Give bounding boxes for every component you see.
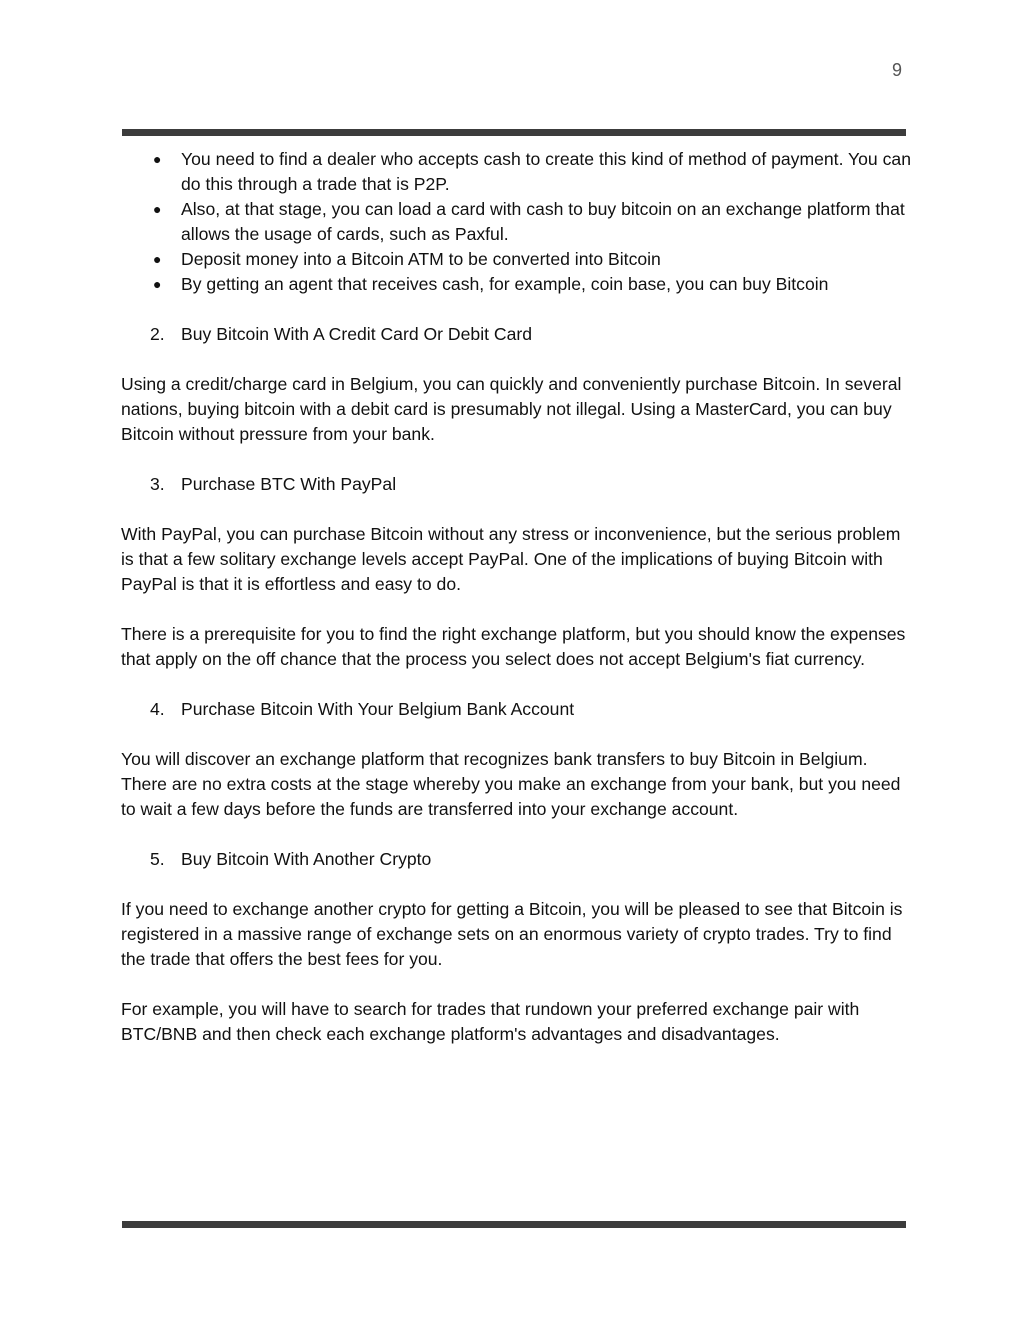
section-heading-text: Purchase BTC With PayPal <box>181 474 397 494</box>
list-item <box>121 147 911 197</box>
section-heading-another-crypto <box>121 847 911 872</box>
paragraph: Using a credit/charge card in Belgium, you can quickly and conveniently purchase Bitcoin. In several nations, buying bitcoin with a debit card is presumably not illegal. Using a MasterCard, you can buy Bitcoin without pressure from your bank. <box>121 374 902 444</box>
section-heading-text: Buy Bitcoin With A Credit Card Or Debit Card <box>181 324 533 344</box>
header-divider <box>122 129 906 136</box>
list-item <box>121 247 911 272</box>
section-heading-credit-card <box>121 322 911 347</box>
section-heading-bank-account <box>121 697 911 722</box>
section-heading-text: Buy Bitcoin With Another Crypto <box>181 849 432 869</box>
page-number: 9 <box>891 60 902 80</box>
bullet-icon: ● <box>153 251 162 267</box>
paragraph: With PayPal, you can purchase Bitcoin without any stress or inconvenience, but the serious problem is that a few solitary exchange levels accept PayPal. One of the implications of buying Bitcoin with PayPal is that it is effortless and easy to do. <box>121 524 901 594</box>
paragraph: There is a prerequisite for you to find the right exchange platform, but you should know the expenses that apply on the off chance that the process you select does not accept Belgium's fiat currency. <box>121 624 906 669</box>
paragraph: If you need to exchange another crypto for getting a Bitcoin, you will be pleased to see that Bitcoin is registered in a massive range of exchange sets on an enormous variety of crypto trades. Try to find the trade that offers the best fees for you. <box>121 899 903 969</box>
bullet-text: Deposit money into a Bitcoin ATM to be converted into Bitcoin <box>181 249 661 269</box>
bullet-icon: ● <box>153 276 162 292</box>
list-item <box>121 272 911 297</box>
bullet-icon: ● <box>153 151 162 167</box>
section-heading-paypal <box>121 472 911 497</box>
bullet-list <box>121 147 911 297</box>
section-number: 3. <box>150 474 165 494</box>
bullet-icon: ● <box>153 201 162 217</box>
section-number: 5. <box>150 849 165 869</box>
bullet-text: You need to find a dealer who accepts cash to create this kind of method of payment. You can do this through a trade that is P2P. <box>181 149 911 194</box>
bullet-text: Also, at that stage, you can load a card with cash to buy bitcoin on an exchange platform that allows the usage of cards, such as Paxful. <box>181 199 905 244</box>
bullet-text: By getting an agent that receives cash, for example, coin base, you can buy Bitcoin <box>181 274 829 294</box>
paragraph: For example, you will have to search for trades that rundown your preferred exchange pair with BTC/BNB and then check each exchange platform's advantages and disadvantages. <box>121 999 860 1044</box>
section-heading-text: Purchase Bitcoin With Your Belgium Bank Account <box>181 699 575 719</box>
footer-divider <box>122 1221 906 1228</box>
section-number: 4. <box>150 699 165 719</box>
paragraph: You will discover an exchange platform that recognizes bank transfers to buy Bitcoin in Belgium. There are no extra costs at the stage whereby you make an exchange from your bank, but you need to wait a few days before the funds are transferred into your exchange account. <box>121 749 901 819</box>
list-item <box>121 197 911 247</box>
document-body <box>121 147 911 1072</box>
section-number: 2. <box>150 324 165 344</box>
